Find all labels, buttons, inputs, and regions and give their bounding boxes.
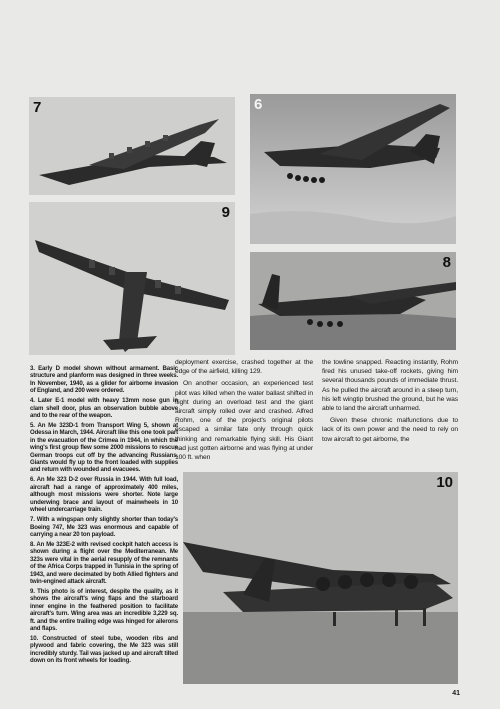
photo-number: 7 — [33, 99, 42, 116]
caption-5: 5. An Me 323D-1 from Transport Wing 5, shown at Odessa in March, 1944. Aircraft like this one took part in the evacuation of the Crimea in 1944, in which the wing's first group flew some 2000 missions to rescue German troops cut off by the advancing Russians. Giants would fly up to the front loaded with supplies and return with wounded and evacuees. — [30, 422, 178, 474]
body-paragraph: deployment exercise, crashed together at the edge of the airfield, killing 129. — [175, 359, 313, 376]
photo-number: 8 — [442, 254, 451, 271]
photo-number: 6 — [254, 96, 263, 113]
photo-7-glider-in-flight — [29, 97, 235, 195]
caption-3: 3. Early D model shown without armament. Basic structure and planform was designed in three weeks. In November, 1940, as a glider for airborne invasion of England, and 200 were ordered. — [30, 365, 178, 395]
article-column-3 — [322, 358, 458, 447]
body-paragraph: the towline snapped. Reacting instantly, Rohm fired his unused take-off rockets, giving him several thousands pounds of immediate thrust. As he pulled the aircraft around in a steep turn, his left wingtip brushed the ground, but he was able to land the aircraft unharmed. — [322, 359, 458, 413]
aircraft-silhouette-icon — [29, 97, 235, 195]
caption-9: 9. This photo is of interest, despite the quality, as it shows the aircraft's wing flaps and the starboard inner engine in the feathered position to facilitate aircraft's turn. Wing area was an incredible 3,229 sq. ft. and the entire trailing edge was hinged for ailerons and flaps. — [30, 587, 178, 632]
photo-number: 9 — [221, 204, 230, 221]
caption-6: 6. An Me 323 D-2 over Russia in 1944. With full load, aircraft had a range of approximately 400 miles, although most missions were shorter. Note large underwing brace and layout of mainwheels in 10 wheel undercarriage train. — [30, 476, 178, 514]
aircraft-silhouette-icon — [250, 94, 456, 244]
page-number: 41 — [452, 690, 460, 697]
aircraft-silhouette-icon — [29, 202, 235, 355]
caption-7: 7. With a wingspan only slightly shorter than today's Boeing 747, Me 323 was enormous and capable of carrying a near 20 ton payload. — [30, 516, 178, 538]
article-column-2 — [175, 358, 313, 465]
photo-number: 10 — [436, 474, 453, 491]
photo-8-mediterranean-flight — [250, 252, 456, 350]
photo-captions — [30, 365, 178, 667]
photo-9-wing-flaps — [29, 202, 235, 355]
aircraft-silhouette-icon — [250, 252, 456, 350]
body-paragraph: On another occasion, an experienced test pilot was killed when the water ballast shifted in flight during an overload test and the giant aircraft simply rolled over and crashed. Alfred Rohm, one of the project's original pilots escaped a similar fate only through quick thinking and remarkable flying skill. His Giant had just gotten airborne and was flying at under 100 ft. when — [175, 380, 313, 462]
aircraft-silhouette-icon — [183, 472, 458, 684]
photo-10-ground-loading — [183, 472, 458, 684]
body-paragraph: Given these chronic malfunctions due to lack of its own power and the need to rely on tow aircraft to get airborne, the — [322, 417, 458, 443]
photo-6-d2-over-russia — [250, 94, 456, 244]
caption-10: 10. Constructed of steel tube, wooden ribs and plywood and fabric covering, the Me 323 was still incredibly sturdy. Tail was jacked up and aircraft tilted down on its front wheels for loading. — [30, 634, 178, 665]
caption-4: 4. Later E-1 model with heavy 13mm nose gun in clam shell door, plus an observation bubble above and to the rear of the weapon. — [30, 397, 178, 420]
caption-8: 8. An Me 323E-2 with revised cockpit hatch access is shown during a flight over the Mediterranean. Me 323s were vital in the aerial resupply of the remnants of the Africa Corps trapped in Tunisia in the spring of 1943, and were decimated by both Allied fighters and twin-engined attack aircraft. — [30, 540, 178, 585]
